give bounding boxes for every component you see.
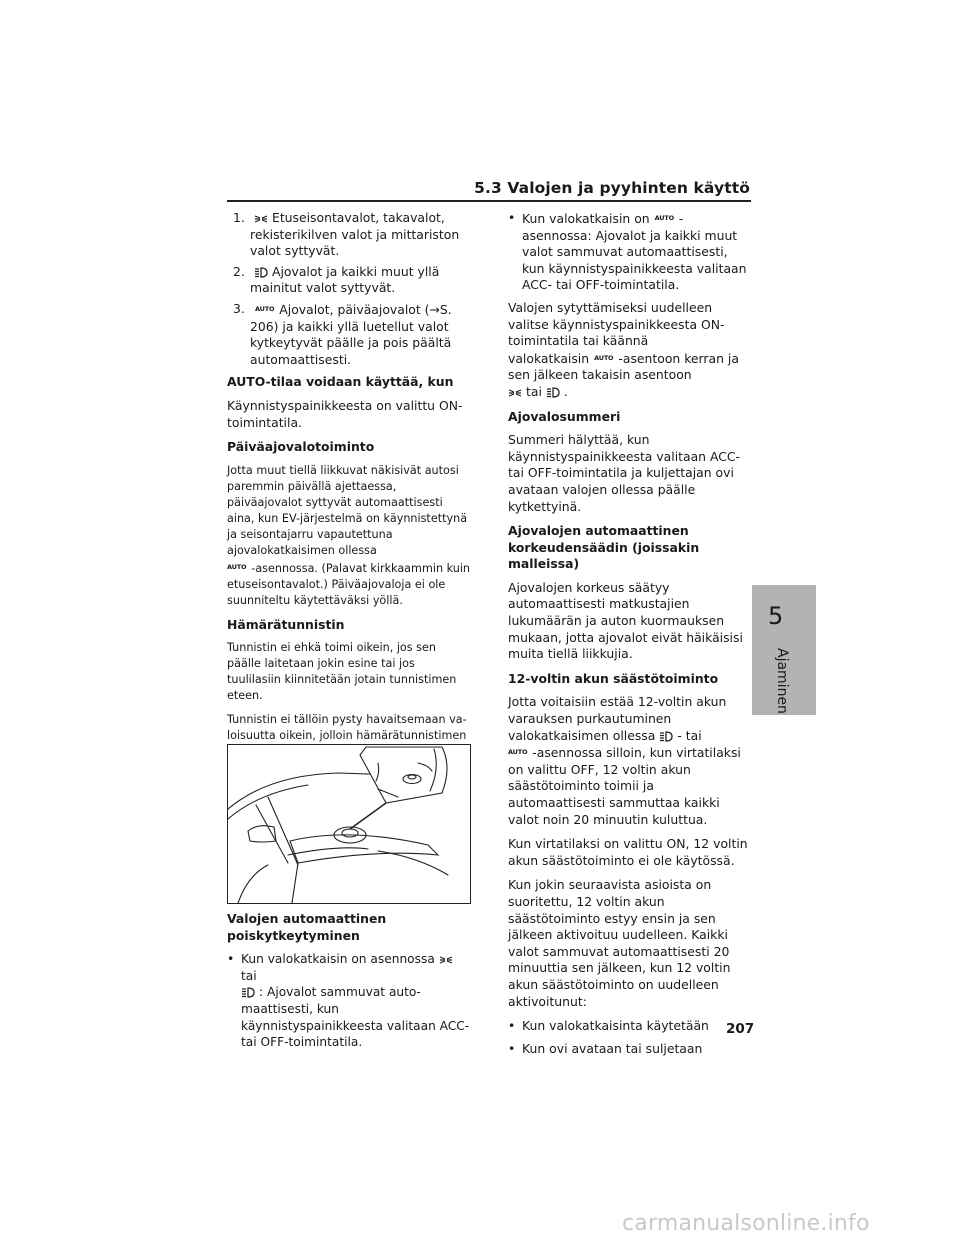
chapter-number: 5 <box>768 602 784 630</box>
chapter-label: Ajaminen <box>774 648 790 714</box>
auto-heading: AUTO-tilaa voidaan käyttää, kun <box>227 374 454 390</box>
headlight-icon <box>546 387 560 398</box>
list-item: • Kun valokatkaisinta käytetään <box>508 1018 709 1034</box>
item-number: 2. <box>233 263 245 279</box>
bullet: • <box>508 1040 516 1056</box>
left-column <box>227 210 472 784</box>
list-item: • Kun valokatkaisin on asennossatai : Ajovalot sammuvat automaattisesti, kun käynnistyspainikkeesta valitaan ACC- tai OFF-toimintatila. <box>227 951 470 1050</box>
auto-icon: AUTO <box>508 748 528 757</box>
leveling-heading: Ajovalojen automaattinen korkeudensäädin (joissakin malleissa) <box>508 523 700 572</box>
auto-icon: AUTO <box>594 353 614 362</box>
bullet: • <box>508 1018 516 1034</box>
dashboard-drawing <box>228 745 470 903</box>
header-rule <box>227 200 751 202</box>
list-item <box>227 264 472 297</box>
sensor-text: Tunnistin ei tällöin pysty havaitsemaan valoisuutta oikein, jolloin hämärätunnistimen <box>227 713 467 743</box>
page-number: 207 <box>726 1021 755 1037</box>
drl-heading: Päiväajovalotoiminto <box>227 439 375 455</box>
item-text: Ajovalot ja kaikki muut yllä mainitut valot syttyvät. <box>250 263 440 296</box>
sensor-heading: Hämärätunnistin <box>227 616 345 632</box>
sensor-text: Tunnistin ei ehkä toimi oikein, jos sen päälle laitetaan jokin esine tai jos tuulilasiin kiinnitetään jotain tunnistimen eteen. <box>227 641 457 703</box>
item-text: Ajovalot, päiväajovalot (→S. 206) ja kaikki yllä luetellut valot kytkeytyvät päälle ja pois päältä automaattisesti. <box>250 301 452 367</box>
item-number: 3. <box>233 300 245 316</box>
headlight-icon <box>241 987 255 998</box>
list-item <box>227 210 472 260</box>
auto-icon: AUTO <box>654 214 674 222</box>
right-column <box>508 210 753 1063</box>
headlight-icon <box>254 267 268 278</box>
low-beam-icon <box>439 955 453 965</box>
auto-icon: AUTO <box>227 562 247 571</box>
auto-text: Käynnistyspainikkeesta on valittu ON-toimintatila. <box>227 397 463 430</box>
auto-off-heading: Valojen automaattinen poiskytkeytyminen <box>227 911 387 943</box>
light-sensor-illustration <box>227 744 471 904</box>
saver-text: Jotta voitaisiin estää 12-voltin akun varauksen purkautuminen valokatkaisimen ollessa - tai $^{AUTO}$ -asennossa silloin, kun virtatilaksi on valittu OFF, 12 voltin akun säästötoiminto toimii ja automaattisesti sammuttaa kaikki valot noin 20 minuutin kuluttua. <box>508 694 741 827</box>
relight-text: Valojen sytyttämiseksi uudelleen valitse käynnistyspainikkeesta ON-toimintatila tai käännä valokatkaisin $^{AUTO}$ -asentoon kerran ja sen jälkeen takaisin asentoon tai . <box>508 299 739 399</box>
saver-on-text: Kun virtatilaksi on valittu ON, 12 voltin akun säästötoiminto ei ole käytössä. <box>508 836 748 868</box>
saver-heading: 12-voltin akun säästötoiminto <box>508 670 719 686</box>
auto-off-section <box>227 911 472 1057</box>
list-item <box>227 301 472 368</box>
list-item: • Kun valokatkaisin on $^{AUTO}$ -asennossa: Ajovalot ja kaikki muut valot sammuvat automaattisesti, kun käynnistyspainikkeesta valitaan ACC- tai OFF-toimintatila. <box>508 210 747 293</box>
buzzer-text: Summeri hälyttää, kun käynnistyspainikkeesta valitaan ACC- tai OFF-toimintatila ja kuljettajan ovi avataan valojen ollessa päälle kytkettyinä. <box>508 432 741 514</box>
low-beam-icon <box>508 388 522 398</box>
leveling-text: Ajovalojen korkeus säätyy automaattisesti matkustajien lukumäärän ja auton kuormauksen mukaan, jotta ajovalot eivät häikäisisi muita tiellä liikkujia. <box>508 579 743 662</box>
buzzer-heading: Ajovalosummeri <box>508 408 621 424</box>
item-number: 1. <box>233 210 245 225</box>
drl-text: Jotta muut tiellä liikkuvat näkisivät autosi paremmin päivällä ajettaessa, päiväajovalot syttyvät automaattisesti aina, kun EV-järjestelmä on käynnistettynä ja seisontajarru vapautettuna ajovalokatkaisimen ollessa $^{AUTO}$ -asennossa. (Palavat kirkkaammin kuin etuseisontavalot.) Päiväajovaloja ei ole suunniteltu käytettäväksi yöllä. <box>227 463 471 607</box>
list-item: • Kun ovi avataan tai suljetaan <box>508 1040 703 1056</box>
bullet: • <box>227 951 235 967</box>
auto-icon: AUTO <box>255 304 275 313</box>
bullet: • <box>508 210 516 225</box>
section-title: 5.3 Valojen ja pyyhinten käyttö <box>474 179 750 197</box>
low-beam-icon <box>254 214 268 224</box>
headlight-icon <box>659 731 673 742</box>
watermark: carmanualsonline.info <box>622 1211 870 1236</box>
saver-reactivate-text: Kun jokin seuraavista asioista on suoritettu, 12 voltin akun säästötoiminto estyy ensin ja sen jälkeen aktivoituu uudelleen. Kaikki valot sammuvat automaattisesti 20 minuuttia sen jälkeen, kun 12 voltin akun säästötoiminto on uudelleen aktivoitunut: <box>508 877 731 1009</box>
item-text: Etuseisontavalot, takavalot, rekisterikilven valot ja mittariston valot syttyvät. <box>250 210 460 259</box>
